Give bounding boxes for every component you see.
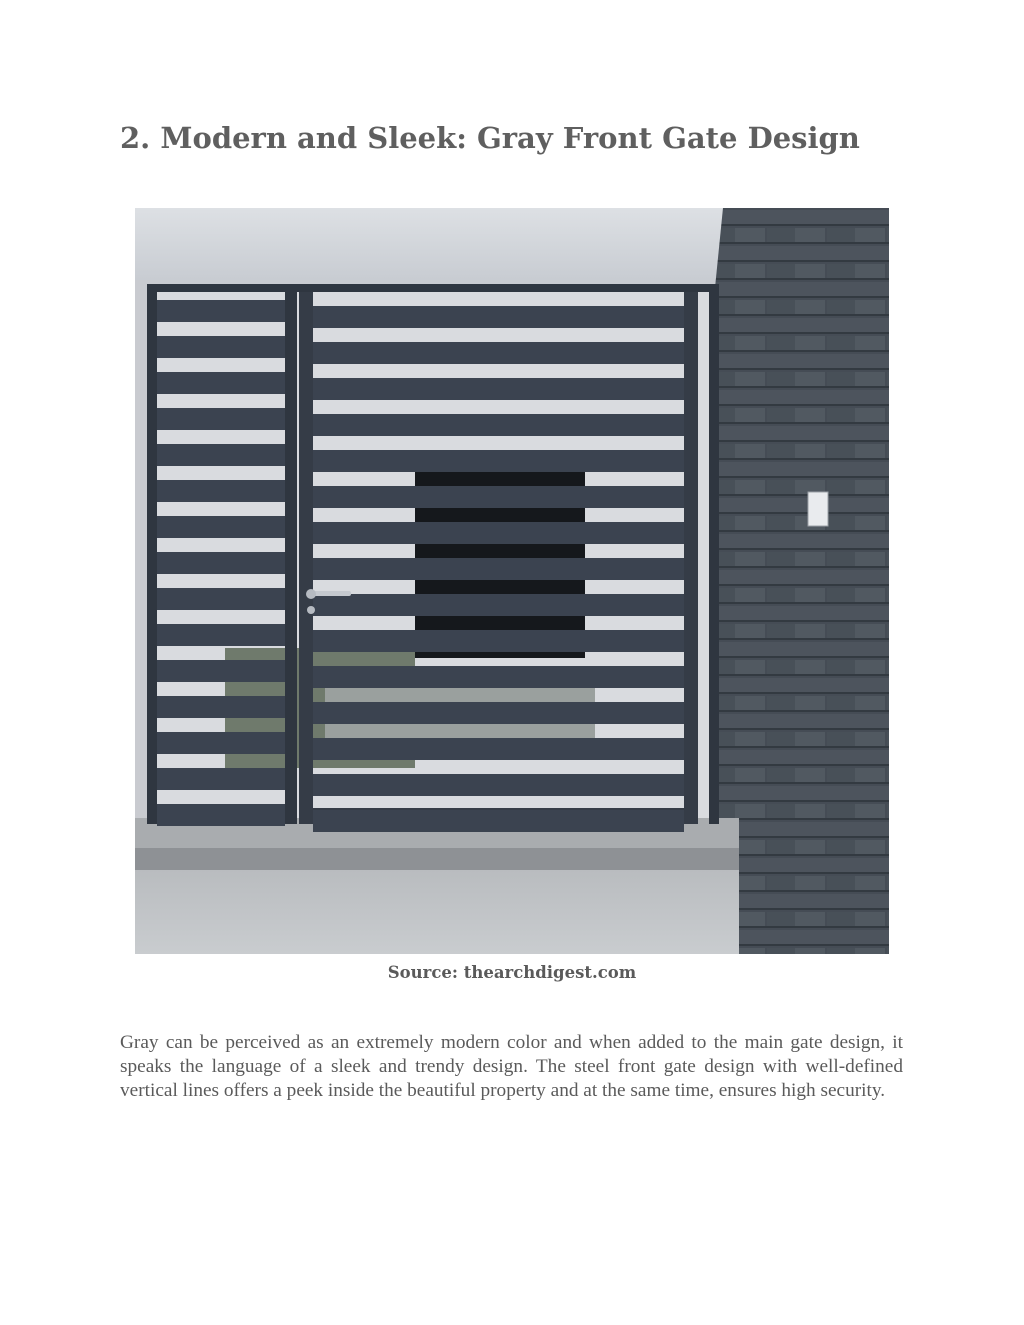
article-paragraph: Gray can be perceived as an extremely modern color and when added to the main gate design, it speaks the language of a sleek and trendy design. The steel front gate design with well-defined vertical lines offers a peek inside the beautiful property and at the same time, ensures high security.	[120, 1032, 903, 1101]
article-heading: 2. Modern and Sleek: Gray Front Gate Design	[120, 121, 860, 155]
image-caption: Source: thearchdigest.com	[387, 963, 637, 982]
gate-photo	[135, 208, 889, 954]
